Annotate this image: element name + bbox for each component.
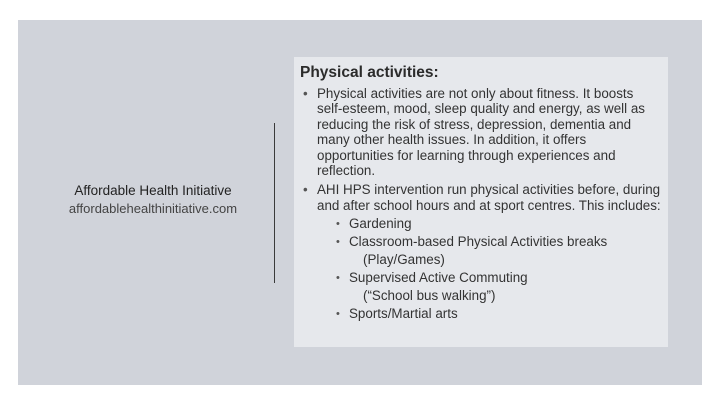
- organization-block: [48, 182, 258, 217]
- sub-item-continuation: (“School bus walking”): [363, 288, 496, 304]
- bullet-item-intervention: [300, 182, 662, 323]
- organization-url: affordablehealthinitiative.com: [68, 201, 238, 216]
- sub-item-gardening: [335, 215, 662, 233]
- sub-item-text: Supervised Active Commuting: [349, 270, 528, 286]
- content-box: [294, 57, 668, 347]
- sub-item-continuation: (Play/Games): [363, 252, 445, 268]
- section-heading: Physical activities:: [300, 64, 439, 81]
- vertical-divider: [274, 123, 275, 283]
- bullet-list: [300, 86, 662, 323]
- bullet-item-fitness: [300, 86, 662, 178]
- sub-item-classroom-breaks: [335, 233, 662, 269]
- sub-bullet-list: [317, 215, 662, 323]
- sub-item-sports: [335, 305, 662, 323]
- sub-item-active-commuting: [335, 269, 662, 305]
- sub-item-text: Gardening: [349, 216, 412, 232]
- organization-name: Affordable Health Initiative: [74, 183, 232, 198]
- sub-item-text: Sports/Martial arts: [349, 306, 458, 322]
- sub-item-text: Classroom-based Physical Activities breaks: [349, 234, 608, 250]
- bullet-text: AHI HPS intervention run physical activities before, during and after school hours and at sport centres. This includes:: [317, 182, 661, 213]
- bullet-text: Physical activities are not only about fitness. It boosts self-esteem, mood, sleep quality and energy, as well as reducing the risk of stress, depression, dementia and many other health issues. In addition, it offers opportunities for learning through experiences and reflection.: [317, 86, 645, 179]
- slide-background: [18, 20, 702, 385]
